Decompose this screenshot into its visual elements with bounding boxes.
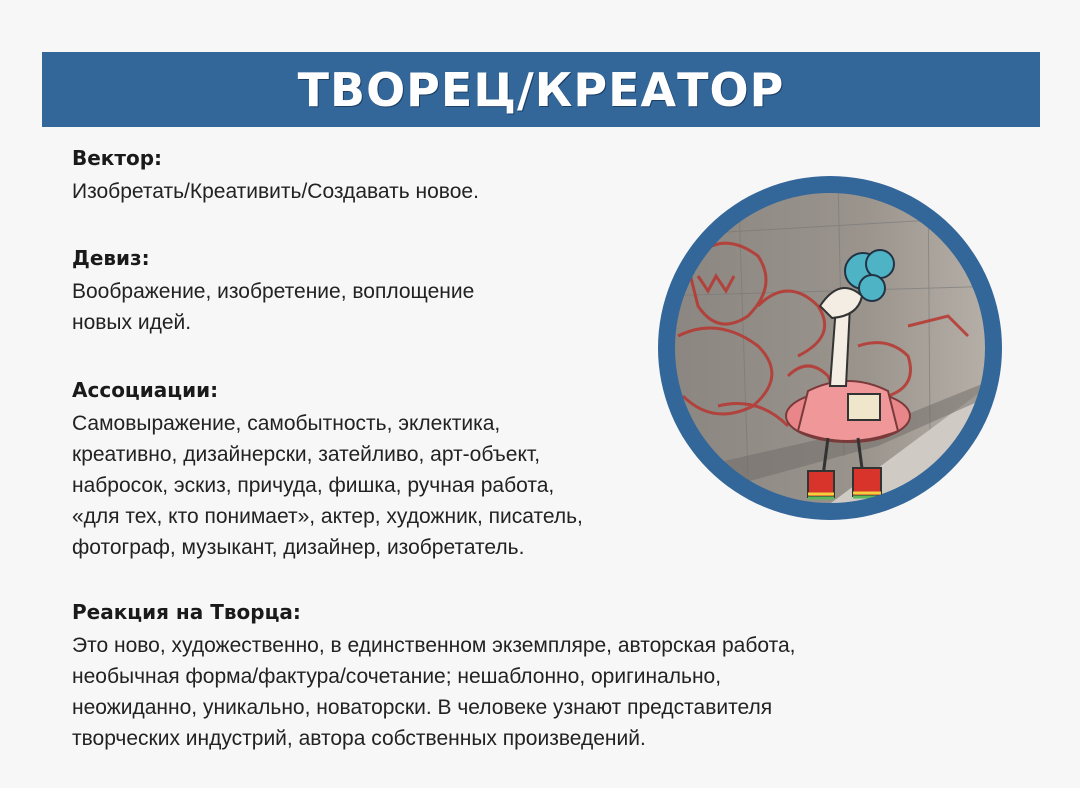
section-reaction — [72, 600, 796, 754]
section-text-line: набросок, эскиз, причуда, фишка, ручная работа, — [72, 474, 555, 497]
section-text-line: «для тех, кто понимает», актер, художник, писатель, — [72, 505, 583, 528]
section-vector — [72, 146, 479, 207]
title-banner — [42, 52, 1040, 127]
section-motto — [72, 246, 474, 338]
section-heading: Ассоциации: — [72, 378, 219, 402]
section-associations — [72, 378, 583, 563]
section-text-line: Это ново, художественно, в единственном экземпляре, авторская работа, — [72, 634, 796, 657]
section-text-line: неожиданно, уникально, новаторски. В человеке узнают представителя — [72, 696, 773, 719]
section-text-line: Изобретать/Креативить/Создавать новое. — [72, 180, 479, 203]
section-text-line: Воображение, изобретение, воплощение — [72, 280, 475, 303]
section-text-line: новых идей. — [72, 311, 192, 334]
section-heading: Вектор: — [72, 146, 163, 170]
section-text-line: необычная форма/фактура/сочетание; нешаблонно, оригинально, — [72, 665, 722, 688]
illustration-image — [658, 176, 1002, 520]
section-text-line: креативно, дизайнерски, затейливо, арт-объект, — [72, 443, 541, 466]
section-heading: Реакция на Творца: — [72, 600, 301, 624]
page-title: ТВОРЕЦ/КРЕАТОР — [297, 62, 785, 117]
section-text-line: творческих индустрий, автора собственных произведений. — [72, 727, 646, 750]
creator-illustration — [658, 176, 1002, 520]
section-heading: Девиз: — [72, 246, 150, 270]
section-text-line: фотограф, музыкант, дизайнер, изобретатель. — [72, 536, 525, 559]
section-text-line: Самовыражение, самобытность, эклектика, — [72, 412, 501, 435]
